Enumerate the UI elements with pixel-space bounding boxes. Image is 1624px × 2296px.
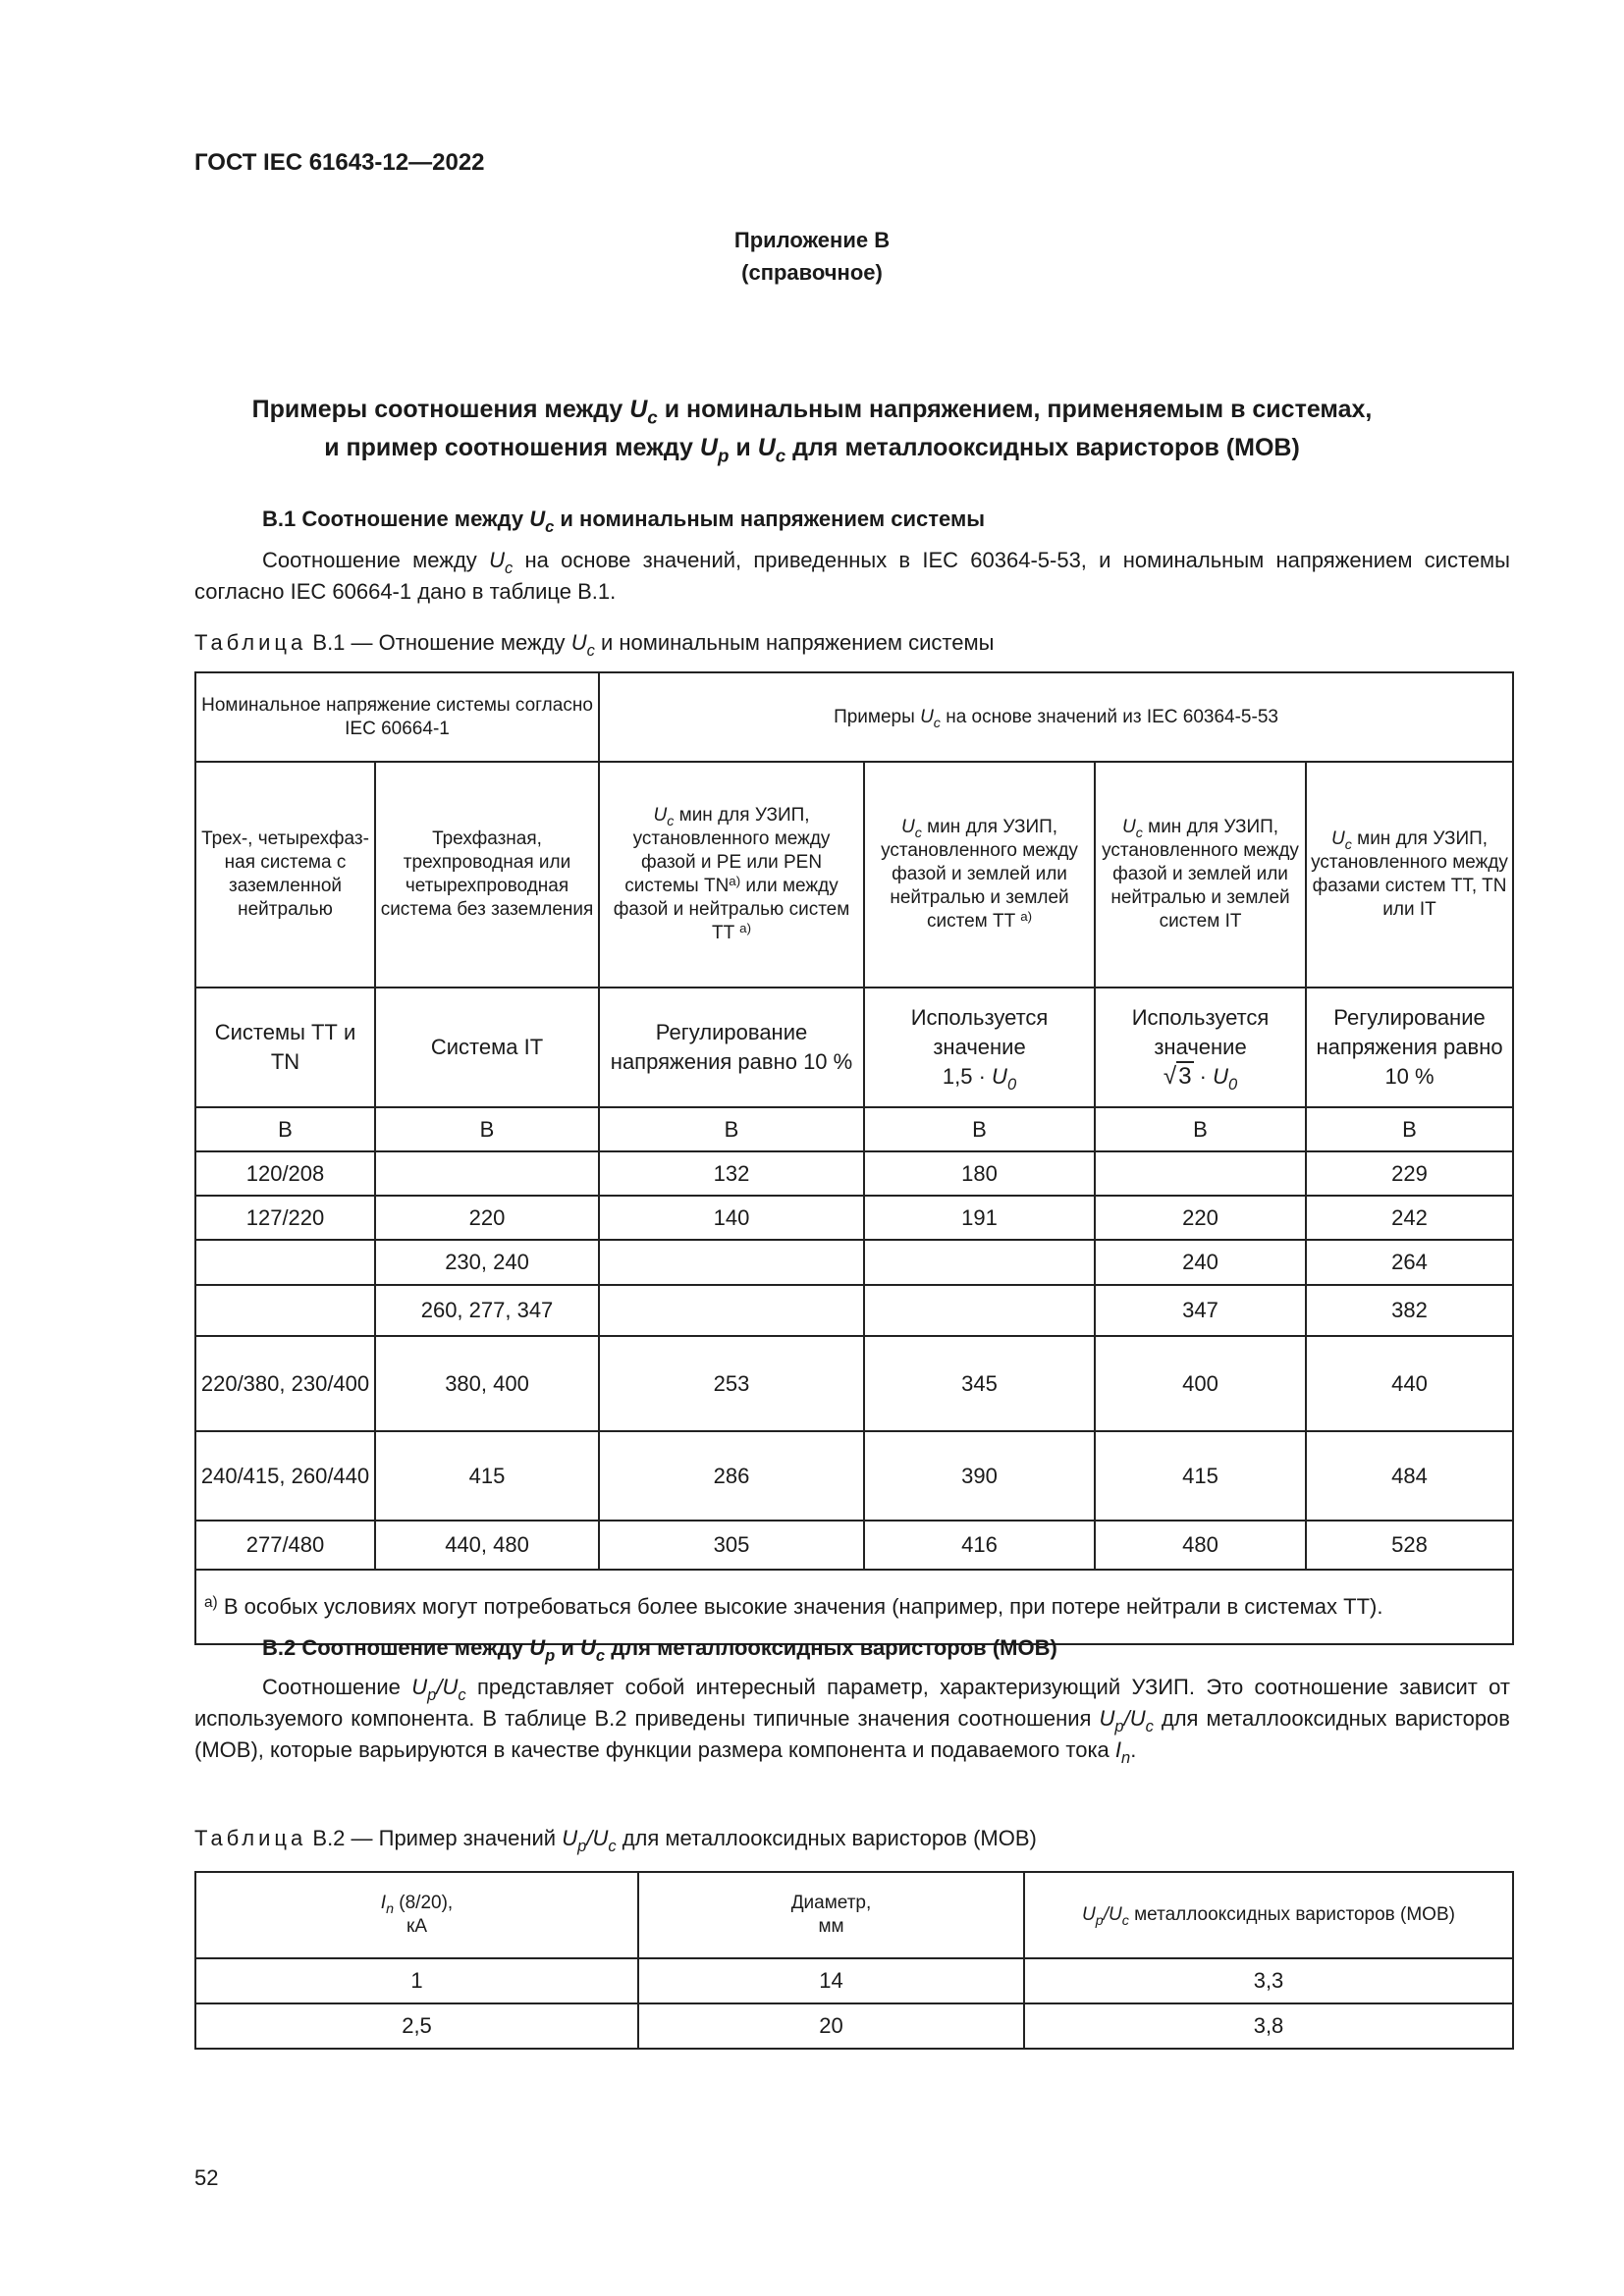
symbol-u: $U_c$ — [757, 434, 786, 466]
header-nominal-voltage: Номинальное напряжение системы согласно IEC 60664-1 — [195, 672, 599, 762]
header-col-it: $U_c$ мин для УЗИП, установленного между фазой и землей или нейтралью и землей систем IT — [1095, 762, 1306, 988]
table-cell: 347 — [1095, 1285, 1306, 1336]
title-text: для металлооксидных варисторов (МОВ) — [792, 434, 1300, 461]
title-text: и — [735, 434, 751, 461]
table-row — [195, 1336, 1513, 1431]
table-cell: 415 — [375, 1431, 599, 1521]
document-header: ГОСТ IEC 61643-12—2022 — [194, 149, 485, 176]
table-cell: 2,5 — [195, 2003, 638, 2049]
table-cell — [195, 1240, 375, 1285]
table-cell: 240 — [1095, 1240, 1306, 1285]
cell-value-1-5-u0: Используется значение $1,5 \cdot U_0$ — [864, 988, 1095, 1107]
table-cell: 132 — [599, 1151, 864, 1196]
annex-kind: (справочное) — [741, 260, 883, 285]
table-cell: В — [864, 1107, 1095, 1151]
table-cell: 382 — [1306, 1285, 1513, 1336]
table-cell — [599, 1285, 864, 1336]
section-b1-heading: В.1 Соотношение между $U_c$ и номинальным напряжением системы — [262, 507, 986, 536]
table-row — [195, 2003, 1513, 2049]
cell-regulation-10-phases: Регулирование напряжения равно 10 % — [1306, 988, 1513, 1107]
table-cell: 484 — [1306, 1431, 1513, 1521]
table-cell: 240/415, 260/440 — [195, 1431, 375, 1521]
header-col-phases: $U_c$ мин для УЗИП, установленного между фазами систем TT, TN или IT — [1306, 762, 1513, 988]
table-cell: 345 — [864, 1336, 1095, 1431]
table-row — [195, 1431, 1513, 1521]
table-cell: В — [599, 1107, 864, 1151]
table-cell: 390 — [864, 1431, 1095, 1521]
section-b2-heading: В.2 Соотношение между $U_p$ и $U_c$ для металлооксидных варисторов (МОВ) — [262, 1635, 1057, 1665]
table-cell: 180 — [864, 1151, 1095, 1196]
header-col-tn: $U_c$ мин для УЗИП, установленного между фазой и РЕ или PEN системы TN$^{a)}$ или между фазой и нейтралью систем TT $^{a)}$ — [599, 762, 864, 988]
table-cell: В — [1095, 1107, 1306, 1151]
table-b2 — [194, 1871, 1514, 2050]
header-examples: Примеры $U_c$ на основе значений из IEC 60364-5-53 — [599, 672, 1513, 762]
table-cell: 242 — [1306, 1196, 1513, 1240]
table-cell: В — [1306, 1107, 1513, 1151]
header-current: $I_n$ (8/20), кА — [195, 1872, 638, 1958]
table-row — [195, 1521, 1513, 1570]
table-cell — [1095, 1151, 1306, 1196]
table-cell: 400 — [1095, 1336, 1306, 1431]
table-cell: 191 — [864, 1196, 1095, 1240]
table-b2-caption: Таблица В.2 — Пример значений $U_p/U_c$ для металлооксидных варисторов (МОВ) — [194, 1826, 1037, 1855]
annex-heading — [0, 224, 1624, 289]
table-cell: В — [195, 1107, 375, 1151]
section-b2-paragraph: Соотношение $U_p/U_c$ представляет собой интересный параметр, характеризующий УЗИП. Это соотношение зависит от используемого компонента. В таблице В.2 приведены типичные значения соотношения $U_p/U_c$ для металлооксидных варисторов (МОВ), которые варьируются в качестве функции размера компонента и подаваемого тока $I_n$. — [194, 1675, 1510, 1767]
table-cell: 1 — [195, 1958, 638, 2003]
cell-systems-tt-tn: Системы ТТ и TN — [195, 988, 375, 1107]
table-cell: 380, 400 — [375, 1336, 599, 1431]
title-text: и номинальным напряжением, применяемым в системах, — [664, 396, 1373, 423]
table-row — [195, 1285, 1513, 1336]
table-cell — [864, 1240, 1095, 1285]
table-b1-caption: Таблица В.1 — Отношение между $U_c$ и номинальным напряжением системы — [194, 630, 995, 660]
symbol-u: $U_c$ — [629, 396, 658, 428]
table-cell: 528 — [1306, 1521, 1513, 1570]
table-cell: 264 — [1306, 1240, 1513, 1285]
table-cell: 127/220 — [195, 1196, 375, 1240]
table-cell: 416 — [864, 1521, 1095, 1570]
table-cell: 229 — [1306, 1151, 1513, 1196]
table-row — [195, 1151, 1513, 1196]
cell-regulation-10: Регулирование напряжения равно 10 % — [599, 988, 864, 1107]
title-text: Примеры соотношения между — [251, 396, 623, 423]
symbol-u: $U_p$ — [699, 434, 730, 466]
header-col-grounded: Трех-, четырехфаз-ная система с заземленной нейтралью — [195, 762, 375, 988]
table-cell — [375, 1151, 599, 1196]
title-text: и пример соотношения между — [324, 434, 693, 461]
table-cell — [864, 1285, 1095, 1336]
table-cell: 305 — [599, 1521, 864, 1570]
annex-title: Приложение В — [733, 228, 891, 252]
table-row — [195, 1958, 1513, 2003]
table-cell: 20 — [638, 2003, 1024, 2049]
table-cell: 277/480 — [195, 1521, 375, 1570]
table-footnote: $^{a)}$ В особых условиях могут потребоваться более высокие значения (например, при потере нейтрали в системах ТТ). — [195, 1570, 1513, 1644]
table-cell: 220/380, 230/400 — [195, 1336, 375, 1431]
table-cell: 440, 480 — [375, 1521, 599, 1570]
table-row — [195, 1196, 1513, 1240]
table-cell: 120/208 — [195, 1151, 375, 1196]
table-b1 — [194, 671, 1514, 1645]
sqrt-sign: √3 — [1163, 1063, 1192, 1090]
cell-system-it: Система IT — [375, 988, 599, 1107]
header-col-tt: $U_c$ мин для УЗИП, установленного между фазой и землей или нейтралью и землей систем TT $^{a)}$ — [864, 762, 1095, 988]
main-title — [147, 391, 1477, 467]
table-cell: 230, 240 — [375, 1240, 599, 1285]
table-cell: 3,3 — [1024, 1958, 1513, 2003]
table-cell: 415 — [1095, 1431, 1306, 1521]
table-cell: 140 — [599, 1196, 864, 1240]
table-cell: 3,8 — [1024, 2003, 1513, 2049]
table-cell: 220 — [375, 1196, 599, 1240]
header-col-ungrounded: Трехфазная, трехпроводная или четырехпроводная система без заземления — [375, 762, 599, 988]
cell-value-sqrt3-u0: Используется значение $√3 \cdot U_0$ — [1095, 988, 1306, 1107]
header-diameter: Диаметр, мм — [638, 1872, 1024, 1958]
table-cell — [195, 1285, 375, 1336]
table-cell — [599, 1240, 864, 1285]
table-cell: 440 — [1306, 1336, 1513, 1431]
table-cell: 14 — [638, 1958, 1024, 2003]
page-number: 52 — [194, 2165, 219, 2190]
table-row — [195, 1240, 1513, 1285]
table-row-units — [195, 1107, 1513, 1151]
table-cell: 480 — [1095, 1521, 1306, 1570]
section-b1-paragraph: Соотношение между $U_c$ на основе значений, приведенных в IEC 60364-5-53, и номинальным напряжением системы согласно IEC 60664-1 дано в таблице В.1. — [194, 548, 1510, 604]
header-ratio: $U_p/U_c$ металлооксидных варисторов (МОВ) — [1024, 1872, 1513, 1958]
table-cell: 220 — [1095, 1196, 1306, 1240]
table-cell: 253 — [599, 1336, 864, 1431]
table-cell: 260, 277, 347 — [375, 1285, 599, 1336]
table-cell: 286 — [599, 1431, 864, 1521]
table-cell: В — [375, 1107, 599, 1151]
